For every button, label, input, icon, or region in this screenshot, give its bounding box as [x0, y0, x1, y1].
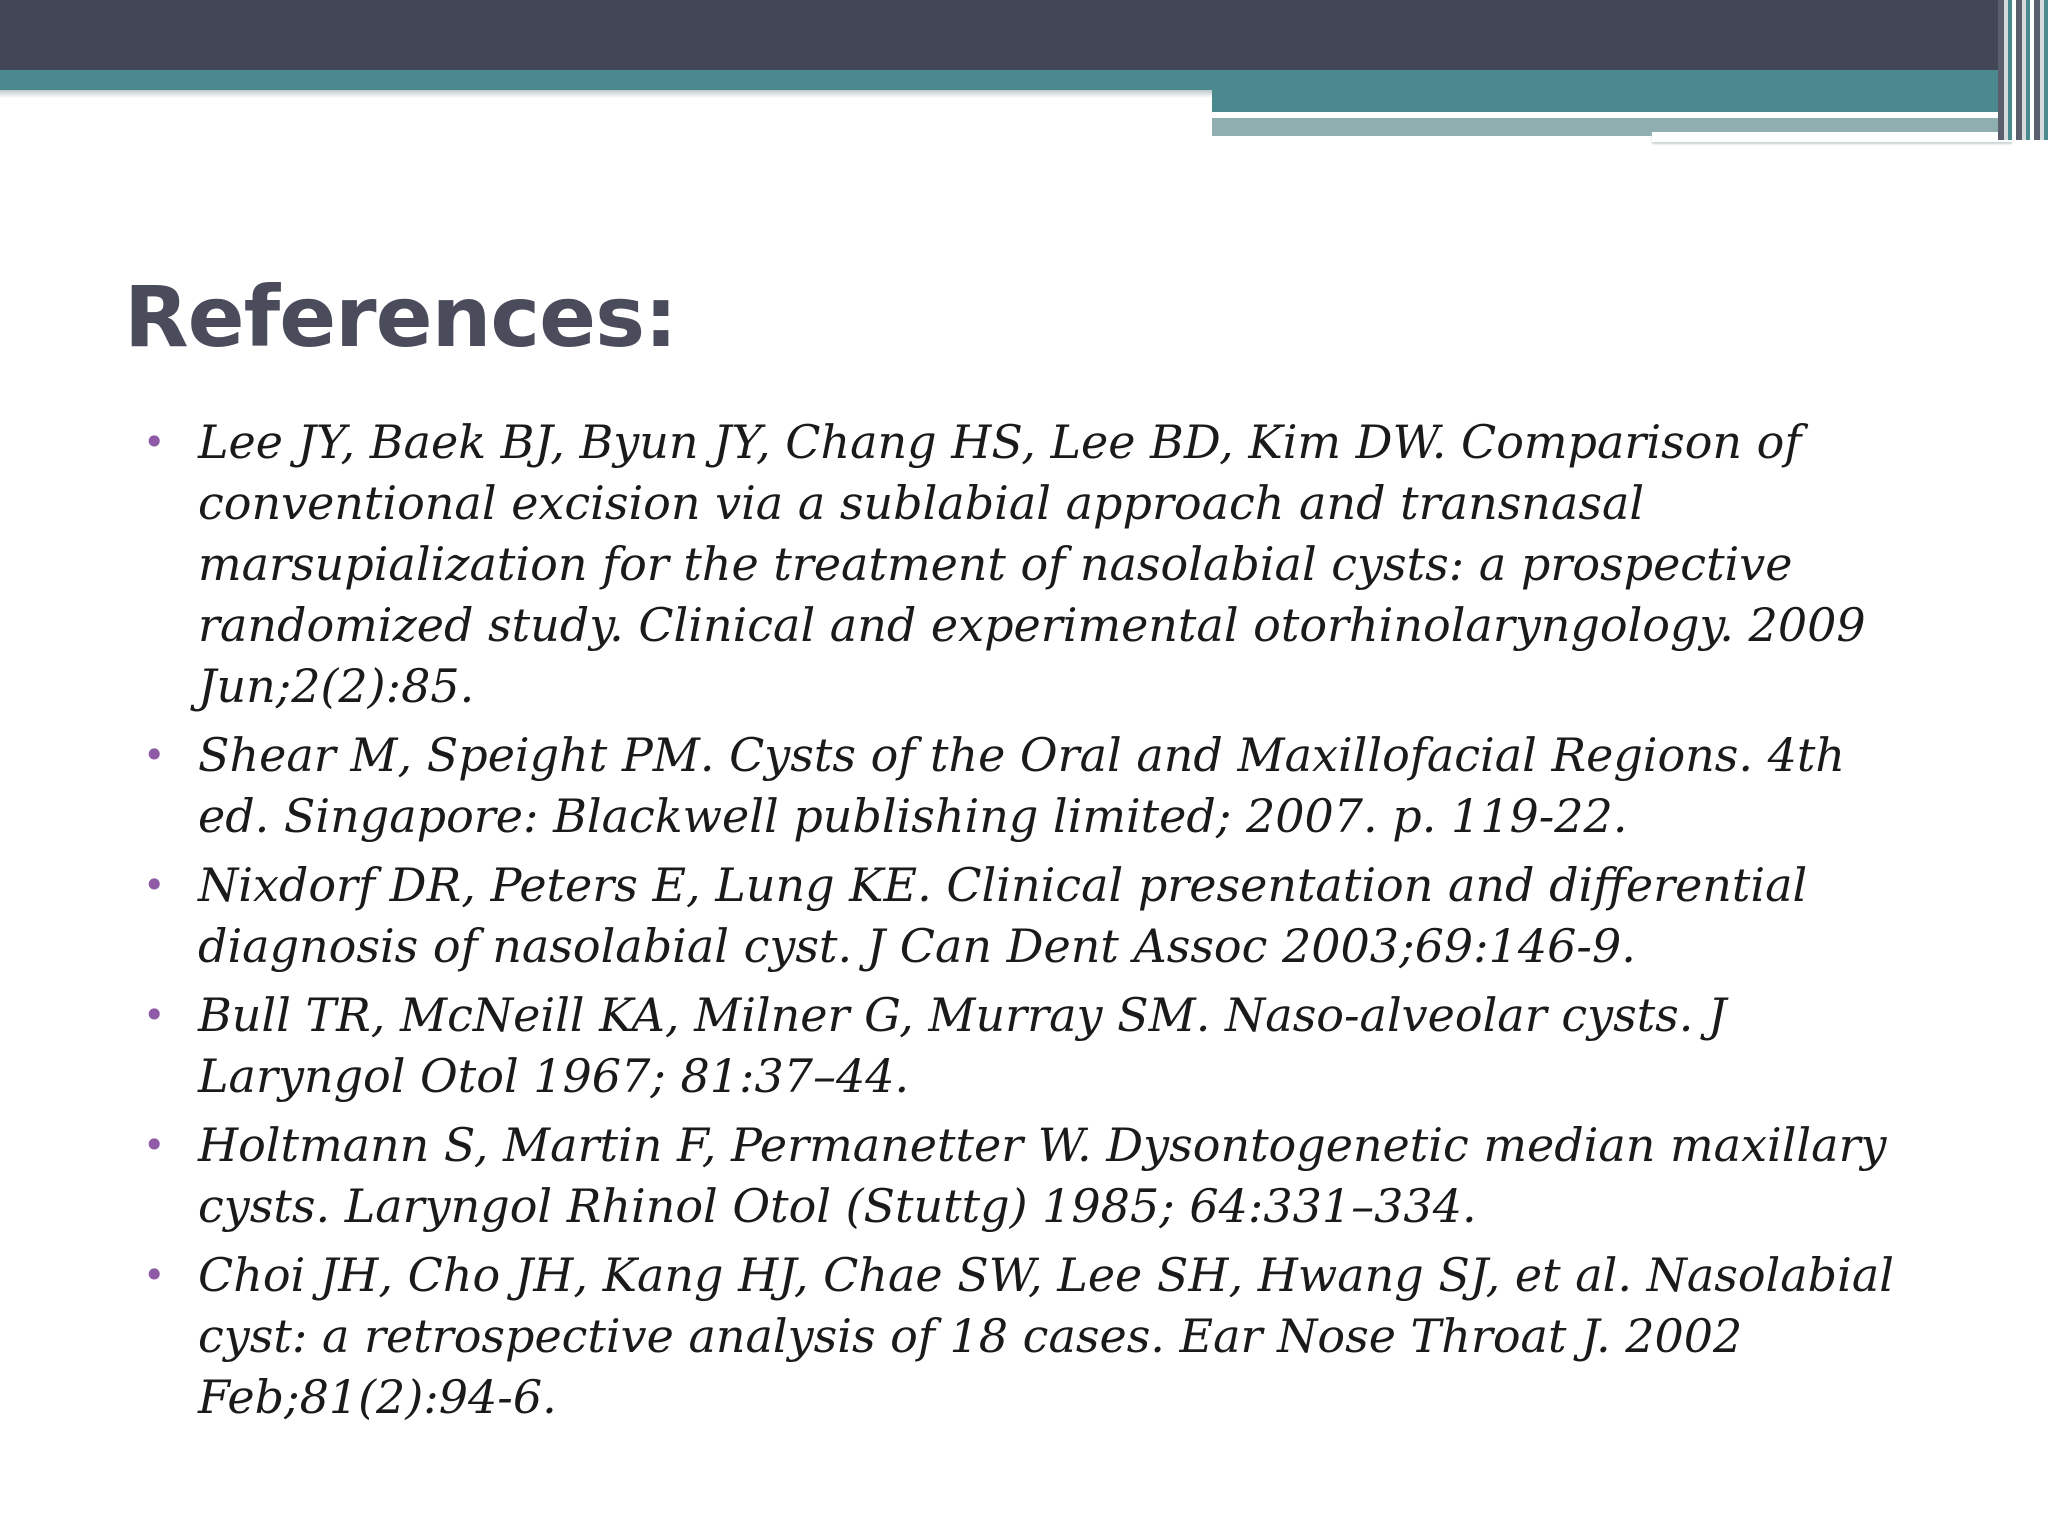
bullet-icon: • — [143, 1253, 166, 1297]
reference-text: Nixdorf DR, Peters E, Lung KE. Clinical presentation and differential diagnosis of nasolabial cyst. J Can Dent Assoc 2003;69:146-9. — [198, 858, 1808, 973]
list-item — [138, 1245, 1908, 1428]
header-band — [0, 0, 2048, 70]
reference-text: Bull TR, McNeill KA, Milner G, Murray SM. Naso-alveolar cysts. J Laryngol Otol 1967; 81:37–44. — [198, 988, 1727, 1103]
header-divider-line-short — [1652, 132, 2012, 142]
list-item — [138, 1115, 1908, 1237]
header-divider-line — [1212, 112, 1896, 118]
bullet-icon: • — [143, 863, 166, 907]
list-item — [138, 855, 1908, 977]
list-item — [138, 985, 1908, 1107]
list-item — [138, 412, 1908, 717]
reference-text: Choi JH, Cho JH, Kang HJ, Chae SW, Lee SH, Hwang SJ, et al. Nasolabial cyst: a retrospective analysis of 18 cases. Ear Nose Throat J. 2002 Feb;81(2):94-6. — [198, 1248, 1894, 1424]
reference-text: Lee JY, Baek BJ, Byun JY, Chang HS, Lee BD, Kim DW. Comparison of conventional excision via a sublabial approach and transnasal marsupialization for the treatment of nasolabial cysts: a prospective randomized study. Clinical and experimental otorhinolaryngology. 2009 Jun;2(2):85. — [198, 415, 1866, 713]
header-shadow — [0, 90, 1212, 98]
header-edge-strips — [1998, 0, 2048, 140]
bullet-icon: • — [143, 1123, 166, 1167]
reference-list — [138, 412, 1908, 1436]
list-item — [138, 725, 1908, 847]
bullet-icon: • — [143, 420, 166, 464]
reference-text: Holtmann S, Martin F, Permanetter W. Dysontogenetic median maxillary cysts. Laryngol Rhinol Otol (Stuttg) 1985; 64:331–334. — [198, 1118, 1887, 1233]
bullet-icon: • — [143, 993, 166, 1037]
header-accent-block — [1212, 70, 2012, 112]
slide-title: References: — [124, 268, 677, 366]
bullet-icon: • — [143, 733, 166, 777]
header-accent-stripe — [0, 70, 1212, 90]
reference-text: Shear M, Speight PM. Cysts of the Oral and Maxillofacial Regions. 4th ed. Singapore: Blackwell publishing limited; 2007. p. 119-22. — [198, 728, 1846, 843]
